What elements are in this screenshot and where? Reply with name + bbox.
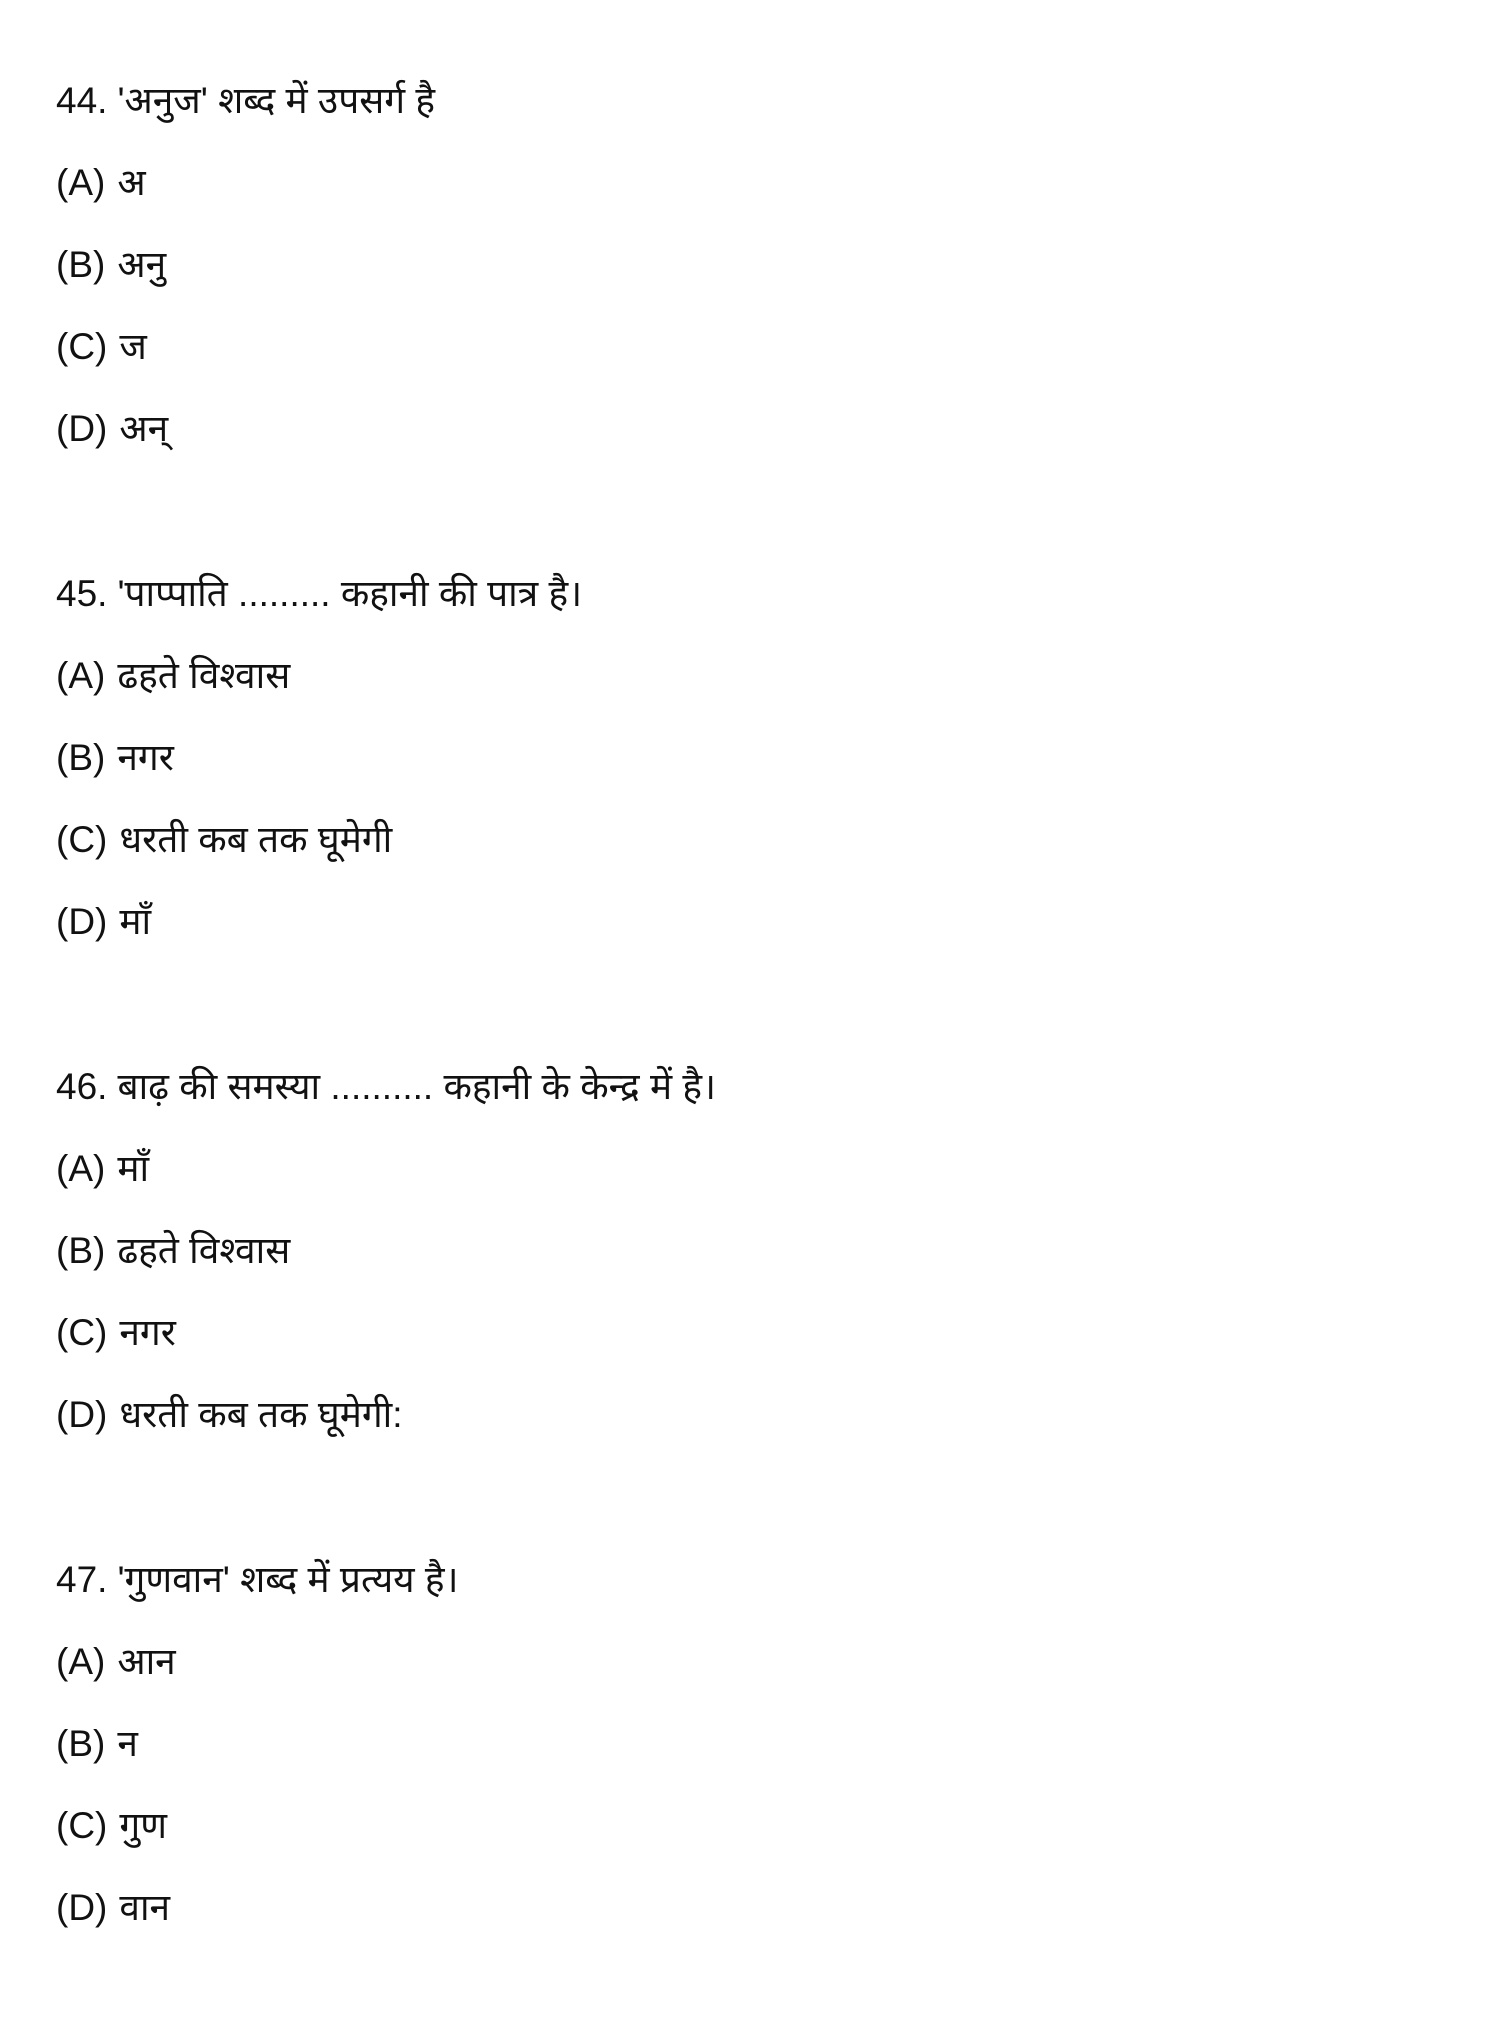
option-label: (C) [56, 1312, 108, 1353]
question-number: 44. [56, 80, 108, 121]
option-item [56, 717, 716, 799]
question-block [56, 1539, 716, 1949]
question-text: 'अनुज' शब्द में उपसर्ग है [117, 80, 435, 121]
question-text: बाढ़ की समस्या .......... कहानी के केन्द्र में है। [117, 1066, 717, 1107]
question-number: 46. [56, 1066, 108, 1107]
option-text: आन [117, 1641, 176, 1682]
option-label: (D) [56, 1887, 108, 1928]
option-text: धरती कब तक घूमेगी: [119, 1394, 403, 1435]
option-text: ज [119, 326, 147, 367]
option-text: माँ [117, 1148, 150, 1189]
option-label: (B) [56, 1230, 106, 1271]
question-sheet [56, 60, 716, 2032]
question-line [56, 1539, 716, 1621]
option-item [56, 1703, 716, 1785]
option-text: धरती कब तक घूमेगी [119, 819, 393, 860]
question-line [56, 1046, 716, 1128]
option-item [56, 1374, 716, 1456]
option-text: गुण [119, 1805, 167, 1846]
option-label: (B) [56, 244, 106, 285]
question-number: 45. [56, 573, 108, 614]
option-text: नगर [117, 737, 174, 778]
option-item [56, 635, 716, 717]
question-block [56, 1046, 716, 1456]
question-block [56, 553, 716, 963]
option-item [56, 142, 716, 224]
option-text: ढहते विश्वास [117, 1230, 291, 1271]
option-label: (B) [56, 1723, 106, 1764]
option-label: (A) [56, 1641, 106, 1682]
option-item [56, 1128, 716, 1210]
option-item [56, 1292, 716, 1374]
option-item [56, 1210, 716, 1292]
option-label: (D) [56, 408, 108, 449]
option-text: वान [119, 1887, 171, 1928]
option-item [56, 1785, 716, 1867]
question-block [56, 60, 716, 470]
option-text: ढहते विश्वास [117, 655, 291, 696]
option-item [56, 224, 716, 306]
option-label: (A) [56, 655, 106, 696]
option-label: (B) [56, 737, 106, 778]
option-item [56, 799, 716, 881]
option-item [56, 306, 716, 388]
option-item [56, 881, 716, 963]
option-text: नगर [119, 1312, 176, 1353]
question-number: 47. [56, 1559, 108, 1600]
option-label: (D) [56, 901, 108, 942]
option-item [56, 388, 716, 470]
option-label: (D) [56, 1394, 108, 1435]
option-text: अन् [119, 408, 169, 449]
question-line [56, 60, 716, 142]
question-text: 'पाप्पाति ......... कहानी की पात्र है। [117, 573, 583, 614]
option-label: (C) [56, 326, 108, 367]
option-text: माँ [119, 901, 152, 942]
question-line [56, 553, 716, 635]
option-label: (C) [56, 1805, 108, 1846]
option-label: (A) [56, 1148, 106, 1189]
option-text: अ [117, 162, 146, 203]
option-item [56, 1867, 716, 1949]
option-text: अनु [117, 244, 167, 285]
question-text: 'गुणवान' शब्द में प्रत्यय है। [117, 1559, 459, 1600]
option-label: (C) [56, 819, 108, 860]
option-text: न [117, 1723, 138, 1764]
option-item [56, 1621, 716, 1703]
option-label: (A) [56, 162, 106, 203]
